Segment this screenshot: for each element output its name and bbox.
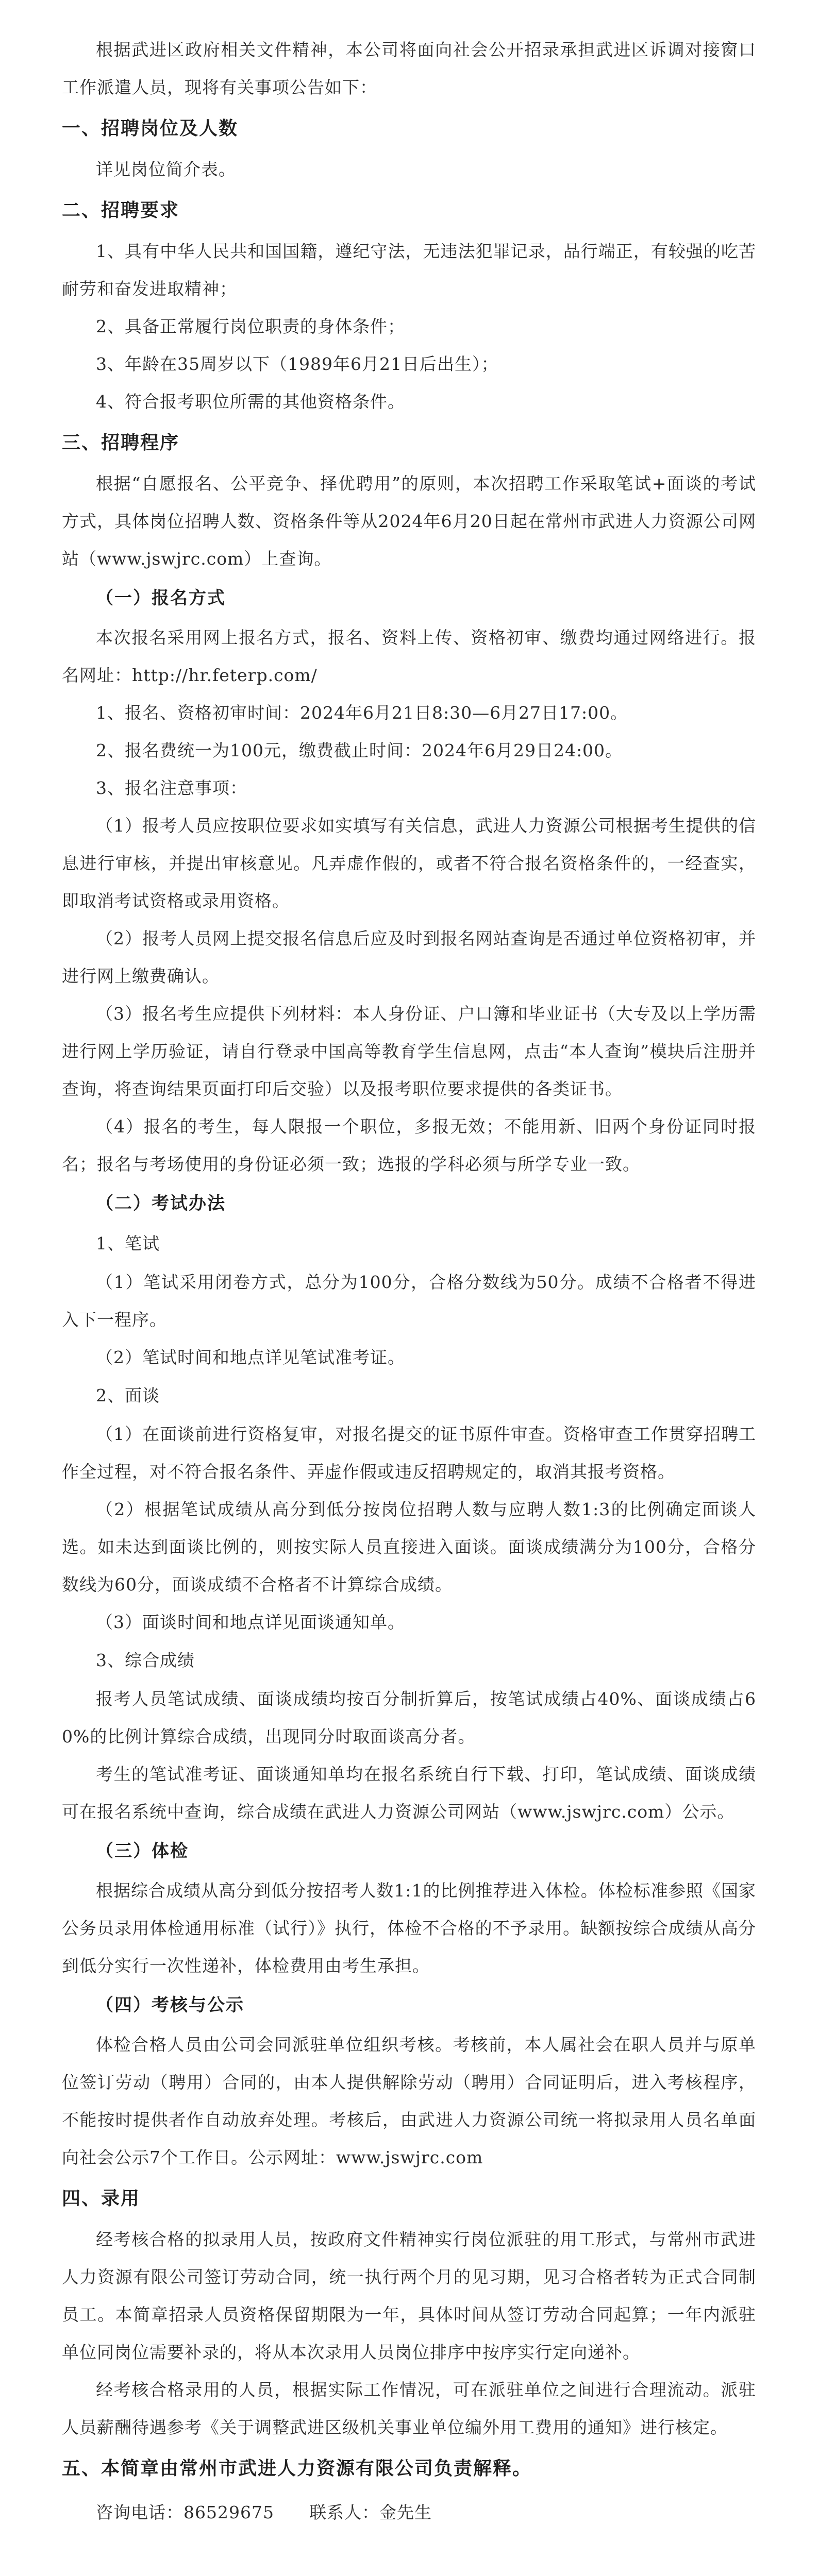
written-exam-2: （2）笔试时间和地点详见笔试准考证。: [96, 1347, 405, 1367]
requirement-2: 2、具备正常履行岗位职责的身体条件；: [96, 316, 405, 336]
interview-3: （3）面谈时间和地点详见面谈通知单。: [96, 1612, 405, 1632]
contact-person: 联系人：金先生: [309, 2502, 432, 2522]
employment-text-2: 经考核合格录用的人员，根据实际工作情况，可在派驻单位之间进行合理流动。派驻人员薪酬待遇参考《关于调整武进区级机关事业单位编外用工费用的通知》进行核定。: [62, 2380, 756, 2437]
section-3-heading: 三、招聘程序: [62, 432, 180, 453]
assessment-heading: （四）考核与公示: [96, 1995, 244, 2015]
employment-text-1: 经考核合格的拟录用人员，按政府文件精神实行岗位派驻的用工形式，与常州市武进人力资源有限公司签订劳动合同，统一执行两个月的见习期，见习合格者转为正式合同制员工。本简章招录人员资格保留期限为一年，具体时间从签订劳动合同起算；一年内派驻单位同岗位需要补录的，将从本次录用人员岗位排序中按序实行定向递补。: [62, 2229, 756, 2362]
section-2-heading: 二、招聘要求: [62, 199, 180, 221]
contact-line: [62, 2490, 756, 2535]
requirement-1: 1、具有中华人民共和国国籍，遵纪守法，无违法犯罪记录，品行端正，有较强的吃苦耐劳和奋发进取精神；: [62, 241, 756, 299]
registration-note-3: （3）报名考生应提供下列材料：本人身份证、户口簿和毕业证书（大专及以上学历需进行网上学历验证，请自行登录中国高等教育学生信息网，点击“本人查询”模块后注册并查询，将查询结果页面打印后交验）以及报考职位要求提供的各类证书。: [62, 1004, 756, 1099]
overall-score-heading: 3、综合成绩: [96, 1650, 195, 1670]
section-1-heading: 一、招聘岗位及人数: [62, 117, 239, 139]
registration-time: 1、报名、资格初审时间：2024年6月21日8:30—6月27日17:00。: [96, 703, 628, 723]
section-1-text: 详见岗位简介表。: [96, 159, 236, 179]
interview-1: （1）在面谈前进行资格复审，对报名提交的证书原件审查。资格审查工作贯穿招聘工作全过程，对不符合报名条件、弄虚作假或违反招聘规定的，取消其报考资格。: [62, 1424, 756, 1482]
registration-notes-heading: 3、报名注意事项：: [96, 778, 247, 798]
overall-score-1: 报考人员笔试成绩、面谈成绩均按百分制折算后，按笔试成绩占40%、面谈成绩占60%的比例计算综合成绩，出现同分时取面谈高分者。: [62, 1689, 756, 1747]
interview-heading: 2、面谈: [96, 1385, 160, 1405]
registration-fee: 2、报名费统一为100元，缴费截止时间：2024年6月29日24:00。: [96, 740, 623, 760]
overall-score-2: 考生的笔试准考证、面谈通知单均在报名系统自行下载、打印，笔试成绩、面谈成绩可在报名系统中查询，综合成绩在武进人力资源公司网站（www.jswjrc.com）公示。: [62, 1764, 756, 1822]
assessment-text: 体检合格人员由公司会同派驻单位组织考核。考核前，本人属社会在职人员并与原单位签订劳动（聘用）合同的，由本人提供解除劳动（聘用）合同证明后，进入考核程序，不能按时提供者作自动放弃处理。考核后，由武进人力资源公司统一将拟录用人员名单面向社会公示7个工作日。公示网址：www.jswjrc.com: [62, 2035, 756, 2167]
requirement-3: 3、年龄在35周岁以下（1989年6月21日后出生）；: [96, 354, 499, 374]
section-5-heading: 五、本简章由常州市武进人力资源有限公司负责解释。: [62, 2458, 532, 2479]
intro-paragraph: 根据武进区政府相关文件精神，本公司将面向社会公开招录承担武进区诉调对接窗口工作派遣人员，现将有关事项公告如下：: [62, 40, 756, 97]
registration-note-4: （4）报名的考生，每人限报一个职位，多报无效；不能用新、旧两个身份证同时报名；报名与考场使用的身份证必须一致；选报的学科必须与所学专业一致。: [62, 1116, 756, 1174]
interview-2: （2）根据笔试成绩从高分到低分按岗位招聘人数与应聘人数1:3的比例确定面谈人选。如未达到面谈比例的，则按实际人员直接进入面谈。面谈成绩满分为100分，合格分数线为60分，面谈成绩不合格者不计算综合成绩。: [62, 1499, 756, 1595]
section-4-heading: 四、录用: [62, 2188, 141, 2209]
registration-method: 本次报名采用网上报名方式，报名、资料上传、资格初审、缴费均通过网络进行。报名网址：http://hr.feterp.com/: [62, 628, 756, 685]
written-exam-heading: 1、笔试: [96, 1233, 160, 1253]
registration-note-1: （1）报考人员应按职位要求如实填写有关信息，武进人力资源公司根据考生提供的信息进行审核，并提出审核意见。凡弄虚作假的，或者不符合报名资格条件的，一经查实，即取消考试资格或录用资格。: [62, 816, 756, 911]
medical-check-heading: （三）体检: [96, 1841, 189, 1861]
written-exam-1: （1）笔试采用闭卷方式，总分为100分，合格分数线为50分。成绩不合格者不得进入下一程序。: [62, 1272, 756, 1330]
registration-note-2: （2）报考人员网上提交报名信息后应及时到报名网站查询是否通过单位资格初审，并进行网上缴费确认。: [62, 928, 756, 986]
exam-heading: （二）考试办法: [96, 1193, 226, 1214]
procedure-intro: 根据“自愿报名、公平竞争、择优聘用”的原则，本次招聘工作采取笔试+面谈的考试方式，具体岗位招聘人数、资格条件等从2024年6月20日起在常州市武进人力资源公司网站（www.jswjrc.com）上查询。: [62, 473, 756, 569]
registration-heading: （一）报名方式: [96, 588, 226, 608]
requirement-4: 4、符合报考职位所需的其他资格条件。: [96, 392, 405, 412]
medical-check-text: 根据综合成绩从高分到低分按招考人数1:1的比例推荐进入体检。体检标准参照《国家公务员录用体检通用标准（试行）》执行，体检不合格的不予录用。缺额按综合成绩从高分到低分实行一次性递补，体检费用由考生承担。: [62, 1880, 756, 1976]
contact-phone: 咨询电话：86529675: [96, 2502, 274, 2522]
